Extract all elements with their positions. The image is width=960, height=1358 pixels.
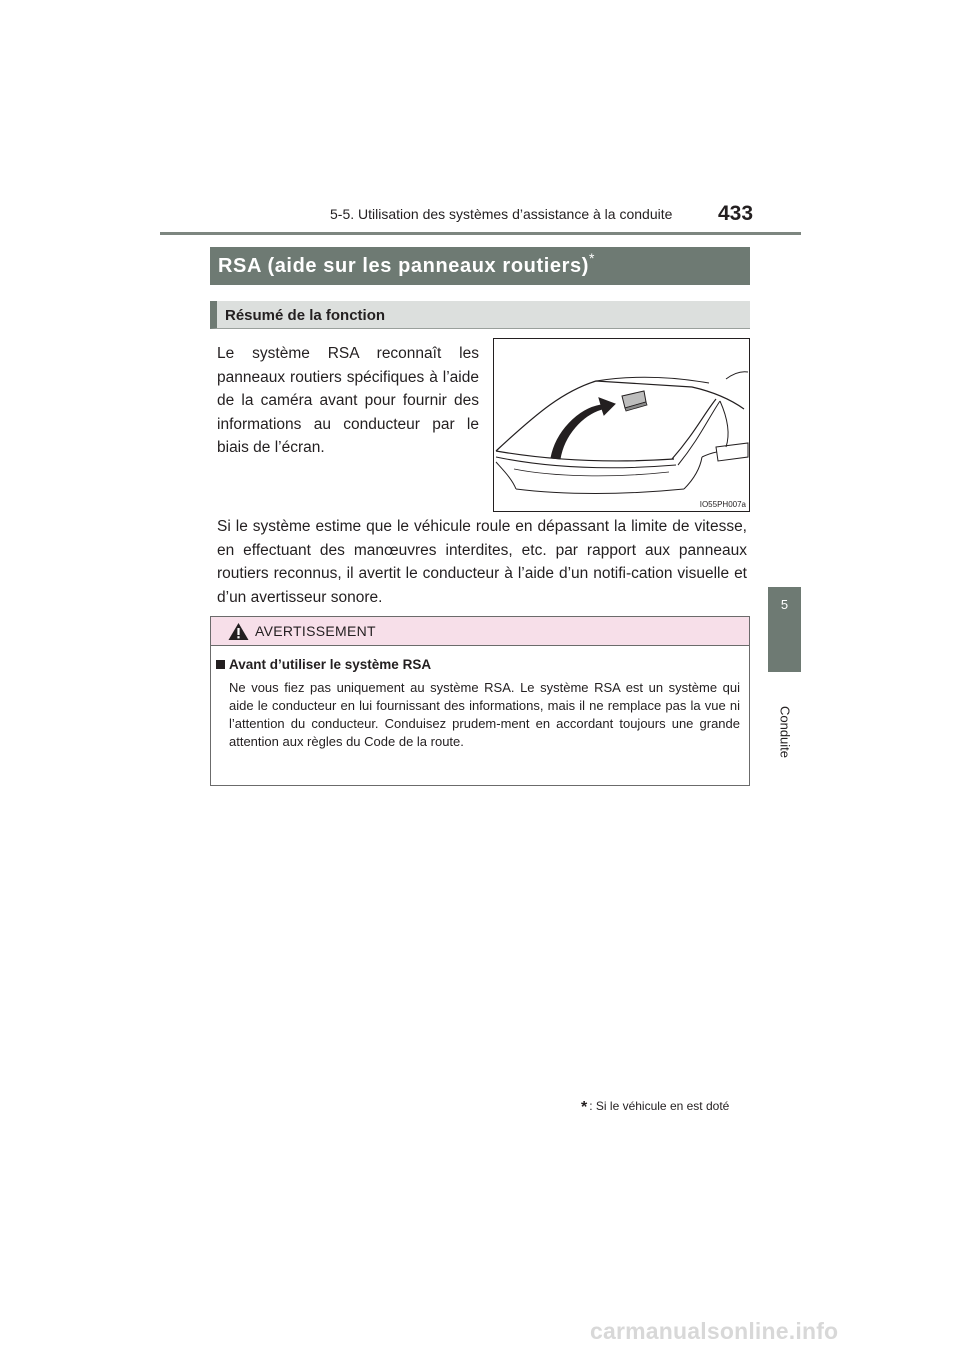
subheading-bar	[210, 301, 750, 329]
running-header: 5-5. Utilisation des systèmes d’assistance à la conduite	[330, 206, 673, 222]
warning-header	[211, 617, 749, 646]
watermark: carmanualsonline.info	[590, 1318, 839, 1344]
windshield-camera-drawing	[494, 339, 749, 511]
subheading-text: Résumé de la fonction	[225, 307, 386, 324]
footnote-marker: *	[581, 1099, 588, 1116]
warning-subheading-text: Avant d’utiliser le système RSA	[229, 657, 432, 672]
chapter-tab-label	[768, 672, 801, 792]
chapter-tab-label-text: Conduite	[777, 705, 792, 759]
footnote-text: : Si le véhicule en est doté	[589, 1099, 730, 1113]
warning-triangle-icon	[228, 622, 249, 641]
warning-text: Ne vous fiez pas uniquement au système RSA. Le système RSA est un système qui aide le conducteur en lui fournissant des informations, mais il ne remplace pas la vue ni l’attention du conducteur. Conduisez prudem-ment en accordant toujours une grande attention aux règles du Code de la route.	[229, 680, 740, 749]
section-title	[210, 247, 750, 285]
warning-title: AVERTISSEMENT	[255, 623, 376, 639]
footnote	[581, 1099, 729, 1117]
section-title-text: RSA (aide sur les panneaux routiers)	[218, 255, 589, 277]
intro-paragraph: Le système RSA reconnaît les panneaux routiers spécifiques à l’aide de la caméra avant pour fournir des informations au conducteur par le biais de l’écran.	[217, 345, 479, 456]
figure-code: IO55PH007a	[699, 500, 746, 509]
windshield-camera-illustration	[493, 338, 750, 512]
body-paragraph: Si le système estime que le véhicule roule en dépassant la limite de vitesse, en effectuant des manœuvres interdites, etc. par rapport aux panneaux routiers reconnus, il avertit le conducteur à l’aide d’un notifi-cation visuelle et d’un avertisseur sonore.	[217, 518, 747, 606]
warning-subheading	[216, 657, 431, 672]
bullet-square-icon	[216, 660, 225, 669]
page-number: 433	[718, 202, 754, 225]
header-divider	[160, 232, 801, 235]
title-footnote-marker: *	[588, 250, 596, 266]
warning-box	[210, 616, 750, 786]
chapter-tab-number: 5	[768, 587, 801, 672]
